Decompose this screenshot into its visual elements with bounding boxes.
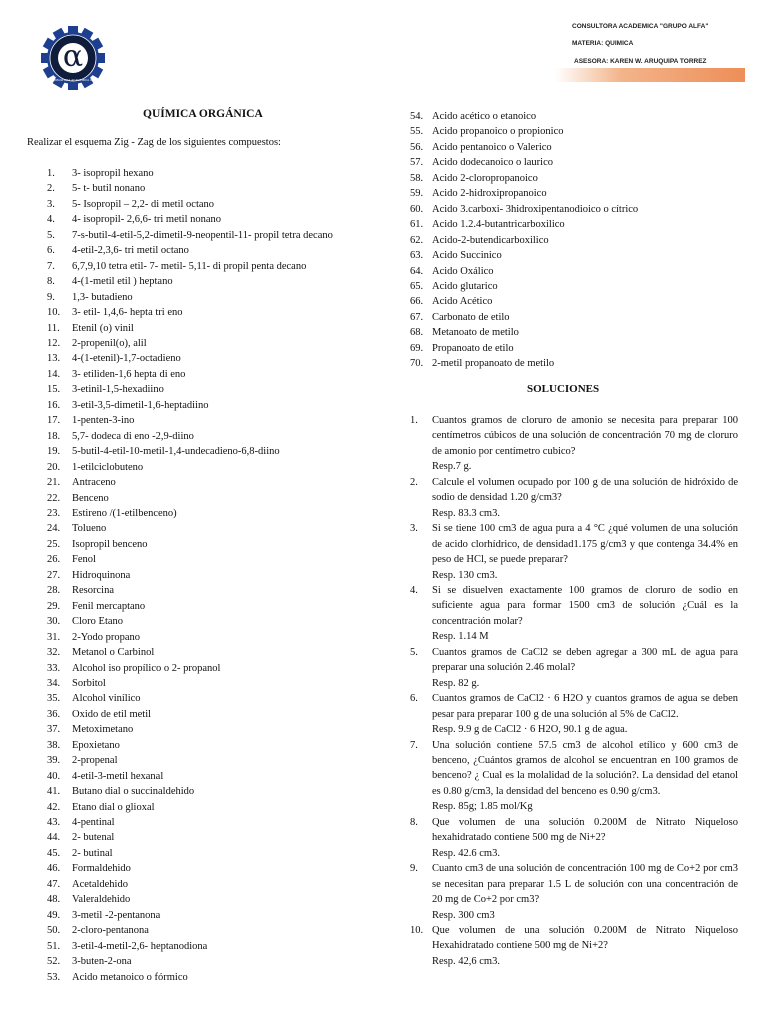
item-number: 62.: [410, 234, 424, 246]
list-item: [27, 351, 333, 366]
problem-question: Cuanto cm3 de una solución de concentración 100 mg de Co+2 por cm3 se necesitan para preparar 1.5 L de solución con una concentración de 20 mg de Co+2 por cm3?: [432, 863, 738, 906]
list-item: [405, 124, 638, 139]
item-number: 59.: [410, 188, 424, 200]
compound-name: 3-etil-4-metil-2,6- heptanodiona: [72, 940, 208, 952]
item-number: 41.: [47, 786, 61, 798]
list-item: [27, 923, 333, 938]
problem-answer: Resp.7 g.: [432, 461, 472, 473]
compound-name: 4-(1-metil etil ) heptano: [72, 276, 173, 288]
compound-name: Estireno /(1-etilbenceno): [72, 507, 177, 519]
logo-ring-text: CONSULTORA ACADEMICA GRUPO ALFA: [50, 78, 110, 82]
list-item: [27, 707, 333, 722]
problem-answer: Resp. 85g; 1.85 mol/Kg: [432, 801, 533, 813]
item-number: 4.: [47, 214, 55, 226]
item-number: 53.: [47, 971, 61, 983]
item-number: 50.: [47, 925, 61, 937]
problem-answer: Resp. 9.9 g de CaCl2 · 6 H2O, 90.1 g de agua.: [432, 724, 628, 736]
item-number: 57.: [410, 157, 424, 169]
compound-name: Etenil (o) vinil: [72, 322, 134, 334]
item-number: 24.: [47, 523, 61, 535]
problem-number: 4.: [410, 584, 418, 596]
compound-name: Metanol o Carbinol: [72, 647, 155, 659]
list-item: [27, 506, 333, 521]
list-item: [405, 217, 638, 232]
list-item: [27, 800, 333, 815]
list-item: [405, 233, 638, 248]
item-number: 37.: [47, 724, 61, 736]
list-item: [27, 784, 333, 799]
list-item: [27, 722, 333, 737]
list-item: [27, 367, 333, 382]
compound-name: 6,7,9,10 tetra etil- 7- metil- 5,11- di propil penta decano: [72, 260, 307, 272]
compound-name: Butano dial o succinaldehido: [72, 786, 195, 798]
list-item: [405, 341, 638, 356]
item-number: 69.: [410, 342, 424, 354]
compound-name: Tolueno: [72, 523, 107, 535]
item-number: 55.: [410, 126, 424, 138]
item-number: 31.: [47, 631, 61, 643]
compound-name: 2-propenil(o), alil: [72, 337, 147, 349]
compound-name: Isopropil benceno: [72, 538, 148, 550]
problem-answer: Resp. 130 cm3.: [432, 569, 498, 581]
header-org: CONSULTORA ACADEMICA "GRUPO ALFA": [572, 23, 709, 30]
item-number: 38.: [47, 739, 61, 751]
compound-name: 1,3- butadieno: [72, 291, 133, 303]
list-item: [405, 356, 638, 371]
list-item: [27, 815, 333, 830]
item-number: 58.: [410, 172, 424, 184]
compound-name: Acido propanoico o propionico: [432, 126, 564, 138]
item-number: 6.: [47, 245, 55, 257]
item-number: 10.: [47, 307, 61, 319]
item-number: 19.: [47, 446, 61, 458]
header-accent-bar: [555, 68, 745, 82]
list-item: [27, 460, 333, 475]
compound-name: 2-Yodo propano: [72, 631, 141, 643]
compound-name: Carbonato de etilo: [432, 311, 510, 323]
item-number: 48.: [47, 894, 61, 906]
compound-name: Cloro Etano: [72, 616, 124, 628]
compound-name: Acido Oxálico: [432, 265, 494, 277]
compound-name: 2-metil propanoato de metilo: [432, 358, 555, 370]
compound-name: 3-etinil-1,5-hexadiino: [72, 384, 164, 396]
compound-name: 4-pentinal: [72, 817, 115, 829]
list-item: [27, 212, 333, 227]
compound-name: 2- butenal: [72, 832, 115, 844]
compound-name: 5-butil-4-etil-10-metil-1,4-undecadieno-6,8-diino: [72, 446, 280, 458]
problem-number: 5.: [410, 646, 418, 658]
compound-list-left: [27, 166, 333, 985]
list-item: [405, 171, 638, 186]
item-number: 29.: [47, 600, 61, 612]
item-number: 45.: [47, 847, 61, 859]
problem-question: Que volumen de una solución 0.200M de Nitrato Niqueloso Hexahidratado contiene 500 mg de Ni+2?: [432, 924, 738, 952]
item-number: 47.: [47, 878, 61, 890]
item-number: 40.: [47, 770, 61, 782]
item-number: 25.: [47, 538, 61, 550]
list-item: [27, 908, 333, 923]
compound-name: 4- isopropil- 2,6,6- tri metil nonano: [72, 214, 222, 226]
item-number: 3.: [47, 198, 55, 210]
list-item: [405, 155, 638, 170]
compound-name: 7-s-butil-4-etil-5,2-dimetil-9-neopentil-11- propil tetra decano: [72, 229, 333, 241]
item-number: 13.: [47, 353, 61, 365]
compound-name: Resorcina: [72, 585, 114, 597]
list-item: [27, 243, 333, 258]
item-number: 9.: [47, 291, 55, 303]
item-number: 26.: [47, 554, 61, 566]
problem-number: 3.: [410, 523, 418, 535]
compound-name: Hidroquinona: [72, 569, 131, 581]
item-number: 43.: [47, 817, 61, 829]
list-item: [27, 552, 333, 567]
problem-item: [405, 923, 738, 969]
list-item: [27, 305, 333, 320]
item-number: 34.: [47, 677, 61, 689]
list-item: [27, 197, 333, 212]
list-item: [27, 181, 333, 196]
list-item: [27, 382, 333, 397]
compound-name: 5- Isopropil – 2,2- di metil octano: [72, 198, 215, 210]
compound-name: 1-penten-3-ino: [72, 415, 135, 427]
item-number: 20.: [47, 461, 61, 473]
item-number: 12.: [47, 337, 61, 349]
compound-name: 5,7- dodeca di eno -2,9-diino: [72, 430, 194, 442]
list-item: [27, 599, 333, 614]
list-item: [27, 274, 333, 289]
compound-name: Fenol: [72, 554, 96, 566]
list-item: [27, 583, 333, 598]
problem-item: [405, 413, 738, 475]
item-number: 61.: [410, 219, 424, 231]
item-number: 28.: [47, 585, 61, 597]
item-number: 42.: [47, 801, 61, 813]
list-item: [27, 846, 333, 861]
item-number: 51.: [47, 940, 61, 952]
list-item: [405, 264, 638, 279]
list-item: [405, 140, 638, 155]
list-item: [27, 738, 333, 753]
compound-name: 3-buten-2-ona: [72, 956, 132, 968]
compound-name: 2- butinal: [72, 847, 113, 859]
problem-item: [405, 521, 738, 583]
list-item: [27, 830, 333, 845]
list-item: [27, 630, 333, 645]
list-item: [405, 248, 638, 263]
compound-name: Formaldehido: [72, 863, 131, 875]
compound-name: 3-metil -2-pentanona: [72, 909, 161, 921]
compound-name: Acido 2-cloropropanoico: [432, 172, 538, 184]
item-number: 63.: [410, 250, 424, 262]
item-number: 14.: [47, 368, 61, 380]
compound-name: Acido Acético: [432, 296, 493, 308]
compound-name: Acido dodecanoico o laurico: [432, 157, 553, 169]
list-item: [27, 861, 333, 876]
problem-answer: Resp. 1.14 M: [432, 631, 489, 643]
item-number: 66.: [410, 296, 424, 308]
list-item: [27, 398, 333, 413]
item-number: 15.: [47, 384, 61, 396]
list-item: [27, 444, 333, 459]
problem-number: 6.: [410, 693, 418, 705]
item-number: 54.: [410, 111, 424, 122]
problem-answer: Resp. 42.6 cm3.: [432, 847, 500, 859]
list-item: [405, 294, 638, 309]
list-item: [27, 413, 333, 428]
problem-question: Que volumen de una solución 0.200M de Nitrato Niqueloso hexahidratado contiene 500 mg de Ni+2?: [432, 816, 738, 844]
compound-name: 3- isopropil hexano: [72, 168, 154, 179]
item-number: 39.: [47, 755, 61, 767]
problem-answer: Resp. 300 cm3: [432, 909, 495, 921]
compound-name: Metoximetano: [72, 724, 134, 736]
list-item: [405, 279, 638, 294]
item-number: 27.: [47, 569, 61, 581]
item-number: 21.: [47, 477, 61, 489]
list-item: [405, 186, 638, 201]
list-item: [27, 970, 333, 985]
problem-number: 9.: [410, 863, 418, 875]
item-number: 11.: [47, 322, 60, 334]
problem-item: [405, 815, 738, 861]
list-item: [27, 676, 333, 691]
problem-item: [405, 861, 738, 923]
compound-name: 2-propenal: [72, 755, 118, 767]
compound-name: Epoxietano: [72, 739, 120, 751]
list-item: [27, 491, 333, 506]
problem-answer: Resp. 82 g.: [432, 677, 480, 689]
item-number: 60.: [410, 203, 424, 215]
problem-question: Si se tiene 100 cm3 de agua pura a 4 °C ¿qué volumen de una solución de acido clorhídrico, de densidad1.175 g/cm3 y que contenga 34.4% en peso de HCl, se puede preparar?: [432, 523, 738, 566]
compound-list-right: [405, 109, 638, 372]
compound-name: Propanoato de etilo: [432, 342, 514, 354]
list-item: [405, 109, 638, 124]
compound-name: Oxido de etil metil: [72, 708, 152, 720]
compound-name: Valeraldehido: [72, 894, 131, 906]
item-number: 8.: [47, 276, 55, 288]
compound-name: Acido 3.carboxi- 3hidroxipentanodioico o cítrico: [432, 203, 639, 215]
problem-question: Una solución contiene 57.5 cm3 de alcohol etílico y 600 cm3 de benceno, ¿Cuántos gramos de alcohol se encuentran en 100 gramos de benceno? ¿ Cual es la molalidad de la solución?. La densidad del etanol es 0.80 g/cm3, la densidad del benceno es 0.90 g/cm3.: [432, 739, 738, 797]
list-item: [405, 325, 638, 340]
problem-number: 1.: [410, 415, 418, 426]
problem-item: [405, 738, 738, 815]
compound-name: Etano dial o glioxal: [72, 801, 155, 813]
list-item: [27, 614, 333, 629]
item-number: 1.: [47, 168, 55, 179]
header-advisor: ASESORA: KAREN W. ARUQUIPA TORREZ: [574, 58, 707, 65]
list-item: [27, 321, 333, 336]
item-number: 23.: [47, 507, 61, 519]
list-item: [27, 877, 333, 892]
problem-question: Cuantos gramos de CaCl2 se deben agregar a 300 mL de agua para preparar una solución 2.46 molal?: [432, 646, 738, 674]
item-number: 33.: [47, 662, 61, 674]
item-number: 44.: [47, 832, 61, 844]
problem-answer: Resp. 83.3 cm3.: [432, 507, 500, 519]
problem-number: 10.: [410, 924, 424, 936]
list-item: [27, 769, 333, 784]
list-item: [27, 753, 333, 768]
item-number: 7.: [47, 260, 55, 272]
list-item: [27, 661, 333, 676]
compound-name: Acido metanoico o fórmico: [72, 971, 188, 983]
item-number: 30.: [47, 616, 61, 628]
list-item: [27, 475, 333, 490]
compound-name: 3- etil- 1,4,6- hepta tri eno: [72, 307, 183, 319]
item-number: 18.: [47, 430, 61, 442]
compound-name: Acido glutarico: [432, 280, 498, 292]
list-item: [27, 521, 333, 536]
compound-name: Acido 1.2.4-butantricarboxilico: [432, 219, 565, 231]
item-number: 52.: [47, 956, 61, 968]
problem-item: [405, 583, 738, 645]
logo-symbol: α: [62, 39, 84, 74]
item-number: 16.: [47, 399, 61, 411]
problem-item: [405, 645, 738, 691]
intro-text: Realizar el esquema Zig - Zag de los siguientes compuestos:: [27, 137, 281, 148]
item-number: 2.: [47, 183, 55, 195]
page-title: QUÍMICA ORGÁNICA: [143, 108, 263, 120]
item-number: 5.: [47, 229, 55, 241]
compound-name: Fenil mercaptano: [72, 600, 146, 612]
compound-name: 3-etil-3,5-dimetil-1,6-heptadiino: [72, 399, 209, 411]
list-item: [27, 691, 333, 706]
problem-list: [405, 413, 738, 969]
problem-question: Cuantos gramos de cloruro de amonio se necesita para preparar 100 centímetros cúbicos de una solución de concentración 70 mg de cloruro de amonio por centímetro cubico?: [432, 415, 738, 457]
header-subject: MATERIA: QUIMICA: [572, 40, 634, 47]
solutions-title: SOLUCIONES: [527, 383, 600, 395]
list-item: [27, 290, 333, 305]
compound-name: 5- t- butil nonano: [72, 183, 146, 195]
item-number: 68.: [410, 327, 424, 339]
list-item: [27, 166, 333, 181]
problem-question: Si se disuelven exactamente 100 gramos de cloruro de sodio en suficiente agua para formar 1500 cm3 de solución ¿Cuál es la concentración molar?: [432, 584, 738, 627]
compound-name: Acido 2-hidroxipropanoico: [432, 188, 547, 200]
list-item: [27, 954, 333, 969]
item-number: 35.: [47, 693, 61, 705]
list-item: [27, 568, 333, 583]
item-number: 22.: [47, 492, 61, 504]
item-number: 65.: [410, 280, 424, 292]
problem-item: [405, 691, 738, 737]
list-item: [405, 202, 638, 217]
compound-name: 3- etiliden-1,6 hepta di eno: [72, 368, 186, 380]
compound-name: Acido pentanoico o Valerico: [432, 141, 552, 153]
problem-question: Cuantos gramos de CaCl2 · 6 H2O y cuantos gramos de agua se deben pesar para preparar 100 g de una solución al 5% de CaCl2.: [432, 693, 738, 720]
list-item: [27, 429, 333, 444]
problem-number: 7.: [410, 739, 418, 751]
list-item: [27, 939, 333, 954]
item-number: 67.: [410, 311, 424, 323]
compound-name: Metanoato de metilo: [432, 327, 519, 339]
compound-name: Sorbitol: [72, 677, 106, 689]
item-number: 70.: [410, 358, 424, 370]
list-item: [27, 645, 333, 660]
problem-question: Calcule el volumen ocupado por 100 g de una solución de hidróxido de sodio de densidad 1.20 g/cm3?: [432, 476, 738, 504]
list-item: [405, 310, 638, 325]
compound-name: Benceno: [72, 492, 109, 504]
item-number: 36.: [47, 708, 61, 720]
list-item: [27, 259, 333, 274]
compound-name: Acido acético o etanoico: [432, 111, 537, 122]
item-number: 46.: [47, 863, 61, 875]
compound-name: Acido Succinico: [432, 250, 502, 262]
item-number: 17.: [47, 415, 61, 427]
compound-name: 1-etilciclobuteno: [72, 461, 144, 473]
item-number: 64.: [410, 265, 424, 277]
logo: [34, 26, 112, 90]
list-item: [27, 228, 333, 243]
compound-name: Alcohol vinílico: [72, 693, 141, 705]
list-item: [27, 892, 333, 907]
compound-name: Alcohol iso propílico o 2- propanol: [72, 662, 221, 674]
item-number: 49.: [47, 909, 61, 921]
compound-name: Acido-2-butendicarboxilico: [432, 234, 549, 246]
compound-name: Antraceno: [72, 477, 116, 489]
problem-number: 2.: [410, 476, 418, 488]
compound-name: 4-(1-etenil)-1,7-octadieno: [72, 353, 181, 365]
compound-name: 2-cloro-pentanona: [72, 925, 149, 937]
compound-name: Acetaldehido: [72, 878, 128, 890]
list-item: [27, 537, 333, 552]
problem-answer: Resp. 42,6 cm3.: [432, 955, 500, 967]
problem-number: 8.: [410, 816, 418, 828]
problem-item: [405, 475, 738, 521]
compound-name: 4-etil-3-metil hexanal: [72, 770, 164, 782]
item-number: 56.: [410, 141, 424, 153]
item-number: 32.: [47, 647, 61, 659]
list-item: [27, 336, 333, 351]
compound-name: 4-etil-2,3,6- tri metil octano: [72, 245, 189, 257]
